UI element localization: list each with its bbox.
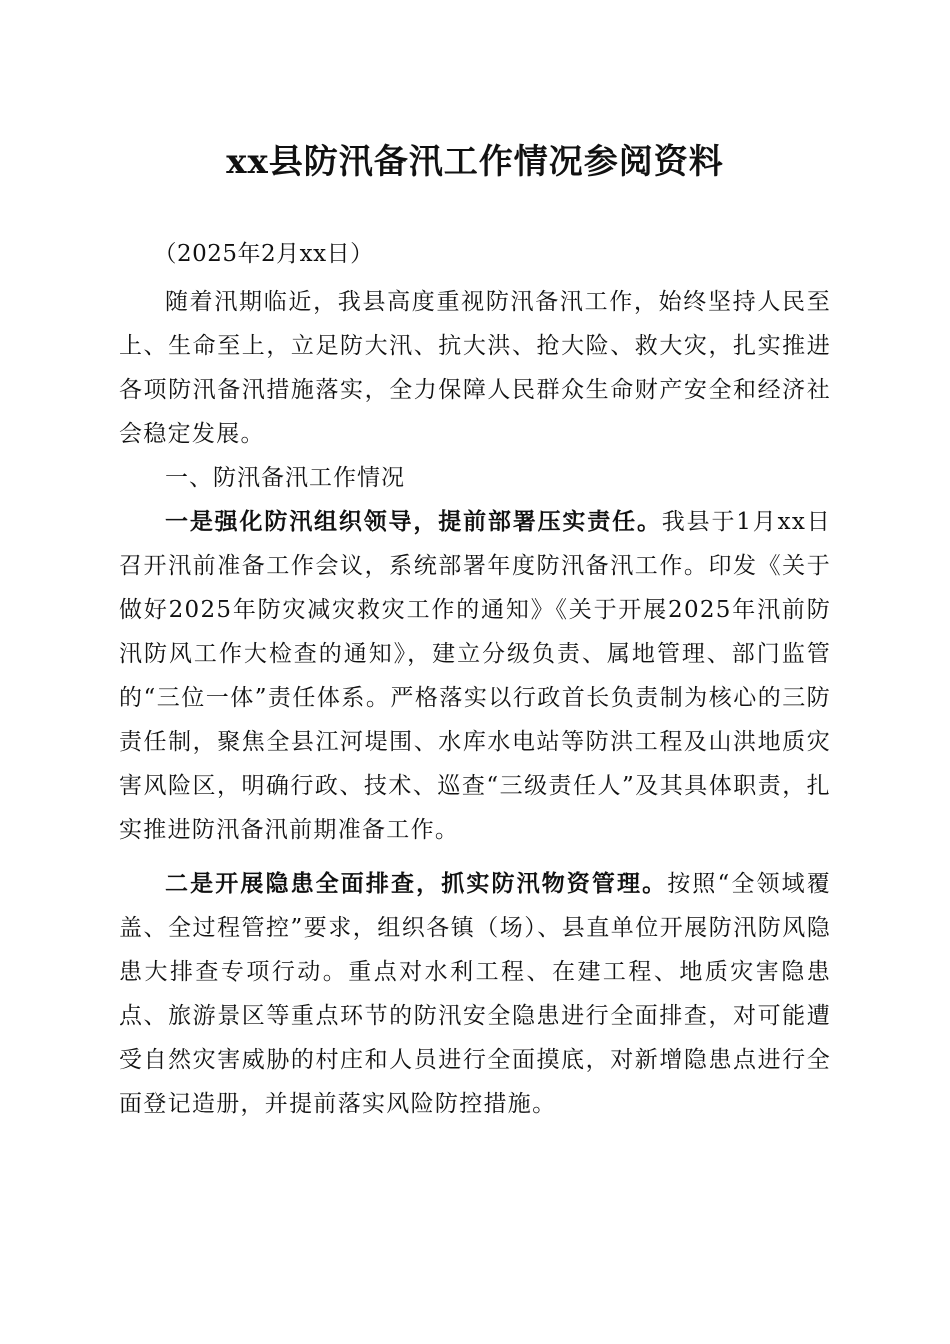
document-body — [119, 232, 831, 1126]
item-2-text: 按照“全领域覆盖、全过程管控”要求，组织各镇（场）、县直单位开展防汛防风隐患大排查专项行动。重点对水利工程、在建工程、地质灾害隐患点、旅游景区等重点环节的防汛安全隐患进行全面排查，对可能遭受自然灾害威胁的村庄和人员进行全面摸底，对新增隐患点进行全面登记造册，并提前落实风险防控措施。 — [119, 871, 832, 1117]
item-1-lead: 一是强化防汛组织领导，提前部署压实责任。 — [165, 509, 662, 535]
intro-paragraph: 随着汛期临近，我县高度重视防汛备汛工作，始终坚持人民至上、生命至上，立足防大汛、抗大洪、抢大险、救大灾，扎实推进各项防汛备汛措施落实，全力保障人民群众生命财产安全和经济社会稳定发展。 — [119, 289, 831, 447]
document-date: （2025年2月xx日） — [153, 241, 374, 267]
item-2-paragraph — [119, 862, 831, 1126]
item-2-lead: 二是开展隐患全面排查，抓实防汛物资管理。 — [165, 871, 668, 897]
document-title: xx县防汛备汛工作情况参阅资料 — [226, 142, 724, 182]
item-1-paragraph — [119, 500, 831, 852]
section-heading-1: 一、防汛备汛工作情况 — [165, 465, 405, 491]
item-1-text: 我县于1月xx日召开汛前准备工作会议，系统部署年度防汛备汛工作。印发《关于做好2025年防灾减灾救灾工作的通知》《关于开展2025年汛前防汛防风工作大检查的通知》，建立分级负责、属地管理、部门监管的“三位一体”责任体系。严格落实以行政首长负责制为核心的三防责任制，聚焦全县江河堤围、水库水电站等防洪工程及山洪地质灾害风险区，明确行政、技术、巡查“三级责任人”及其具体职责，扎实推进防汛备汛前期准备工作。 — [119, 509, 831, 843]
